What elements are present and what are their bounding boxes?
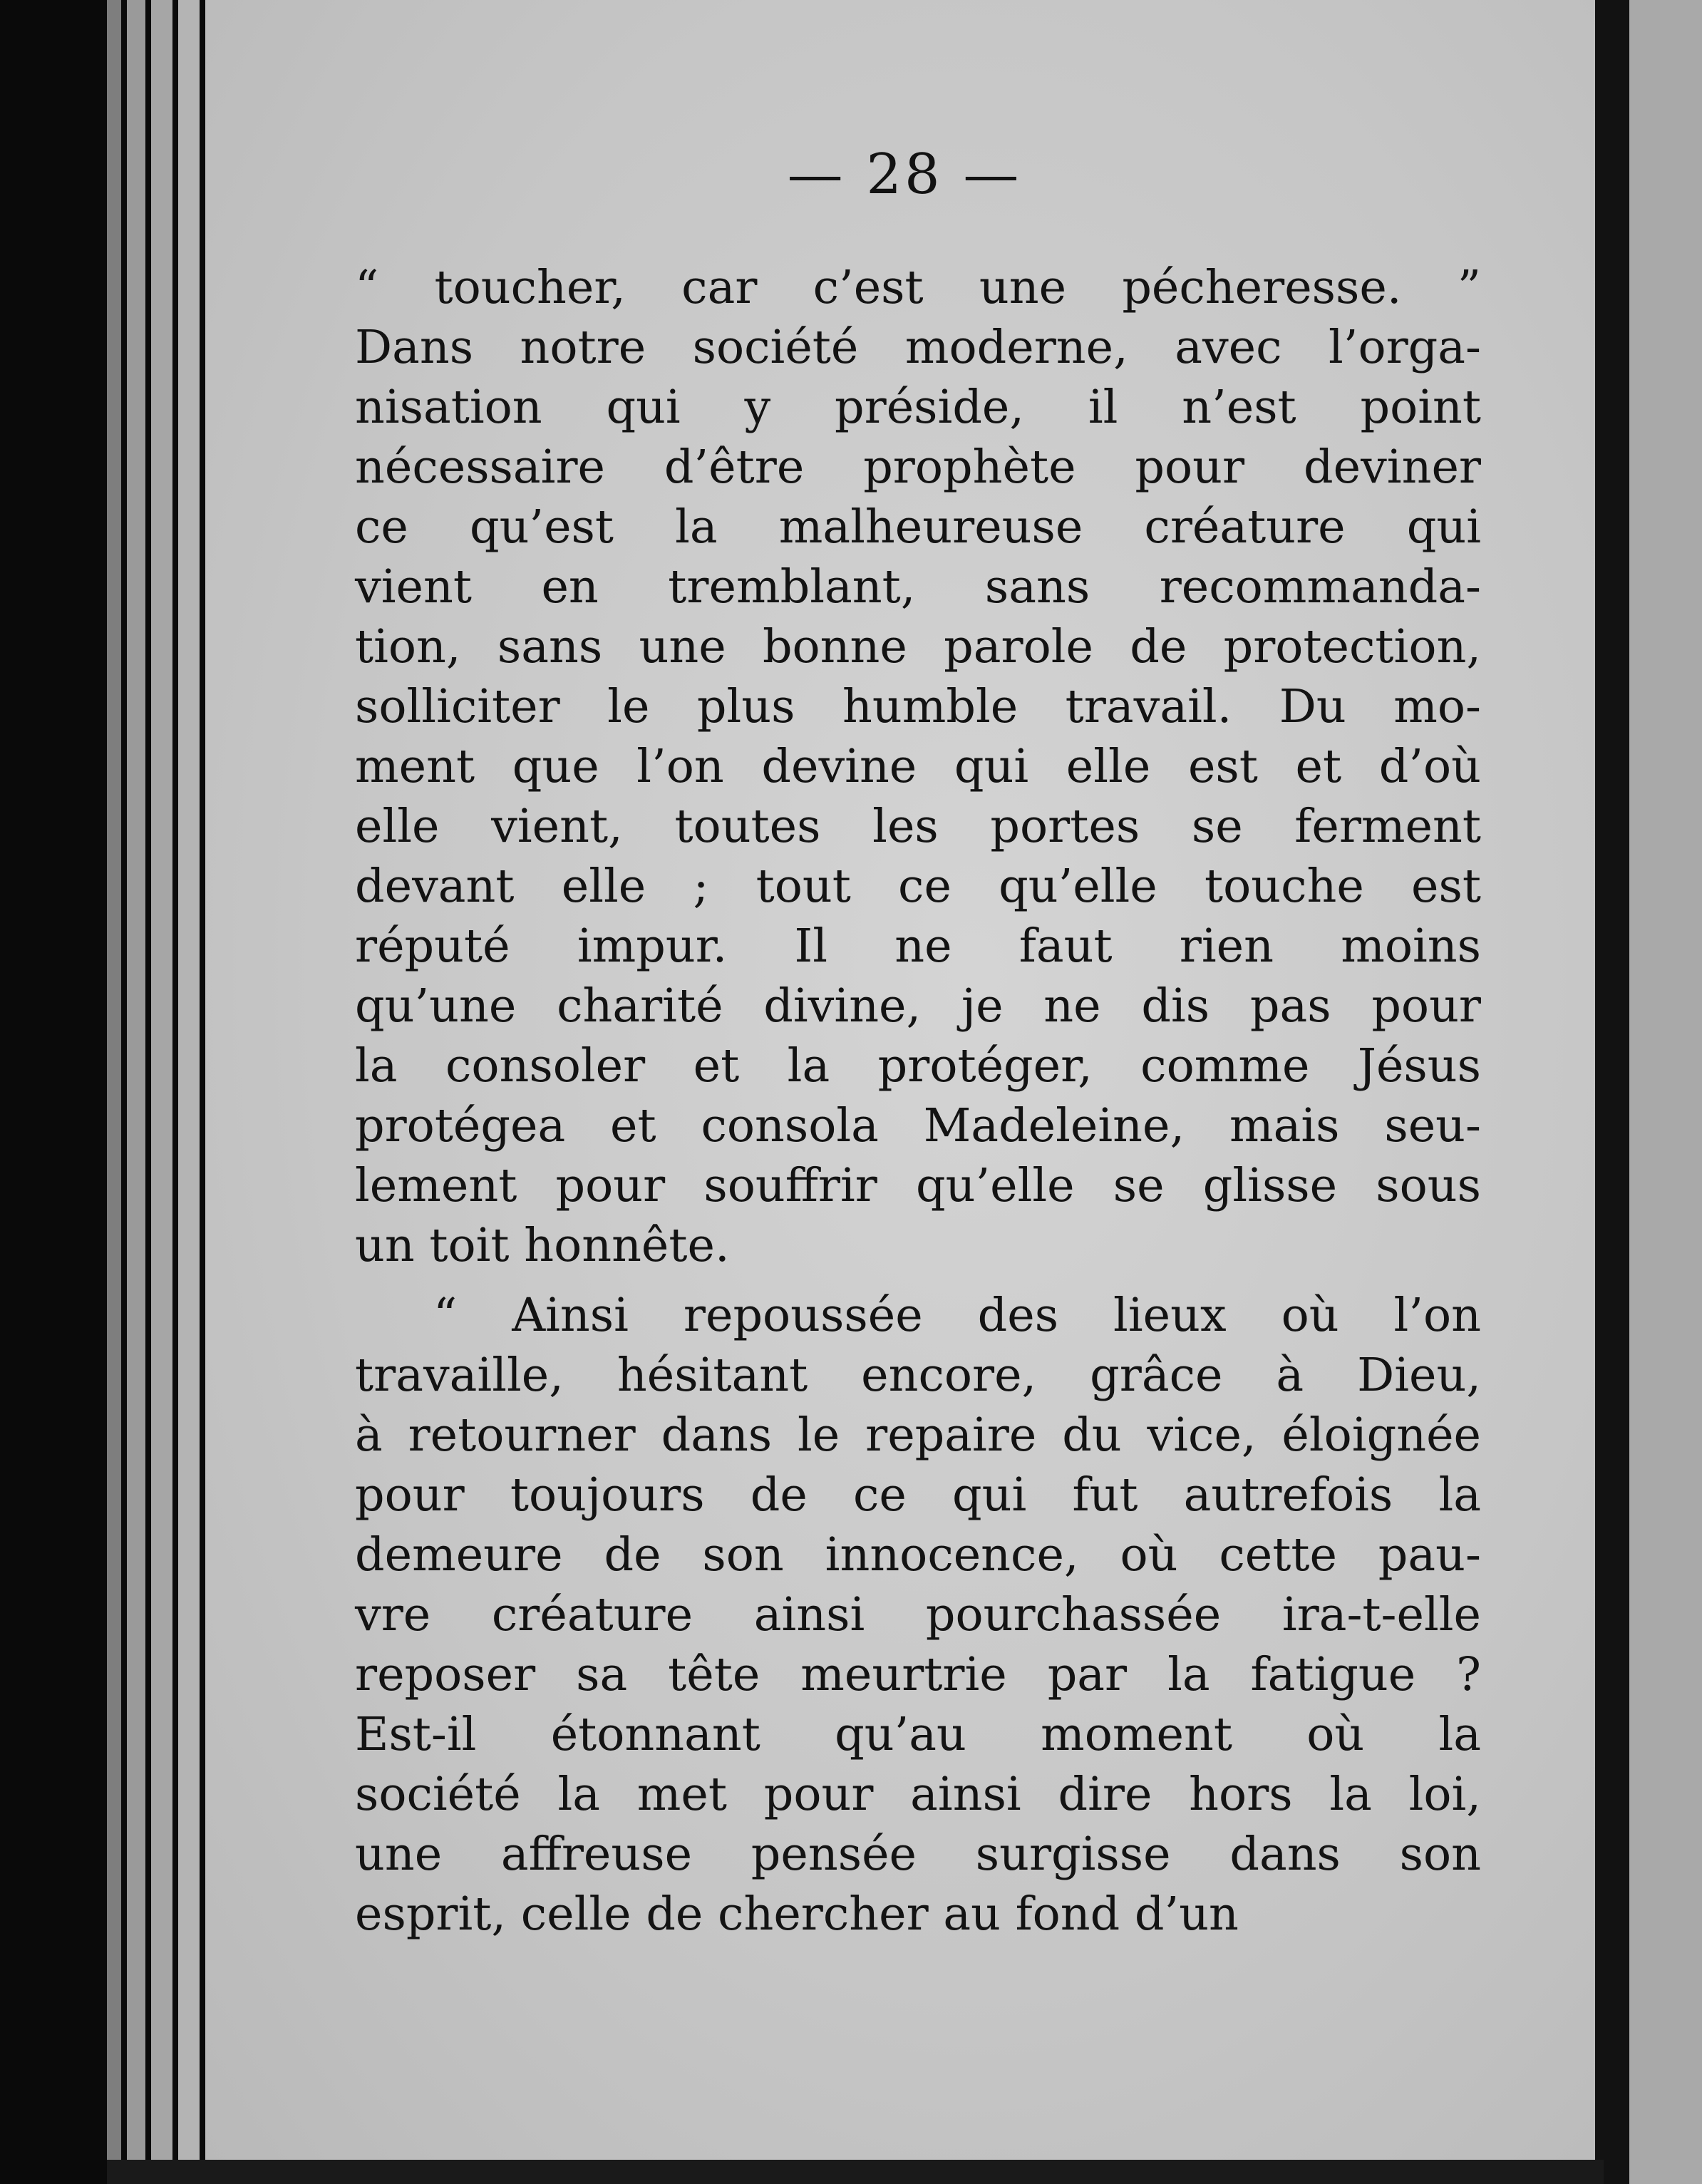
paragraph-gap bbox=[355, 1276, 1481, 1286]
page-edge bbox=[107, 0, 121, 2184]
text-line: “ Ainsi repoussée des lieux où l’on bbox=[433, 1289, 1481, 1342]
text-line: société la met pour ainsi dire hors la loi, bbox=[355, 1768, 1481, 1821]
text-line: ment que l’on devine qui elle est et d’où bbox=[355, 740, 1481, 793]
text-line: elle vient, toutes les portes se ferment bbox=[355, 800, 1481, 853]
paragraph bbox=[355, 1286, 1481, 1945]
text-line: nisation qui y préside, il n’est point bbox=[355, 381, 1481, 434]
text-line: devant elle ; tout ce qu’elle touche est bbox=[355, 860, 1481, 913]
text-line: qu’une charité divine, je ne dis pas pour bbox=[355, 979, 1481, 1033]
body-text bbox=[355, 258, 1481, 1945]
text-line: vient en tremblant, sans recommanda- bbox=[355, 560, 1481, 614]
page-edge bbox=[127, 0, 145, 2184]
text-line: lement pour souffrir qu’elle se glisse sous bbox=[355, 1159, 1481, 1212]
text-line: travaille, hésitant encore, grâce à Dieu, bbox=[355, 1349, 1481, 1402]
text-line: un toit honnête. bbox=[355, 1219, 730, 1272]
text-line: “ toucher, car c’est une pécheresse. ” bbox=[355, 261, 1481, 314]
text-line: tion, sans une bonne parole de protection, bbox=[355, 620, 1481, 674]
text-line: solliciter le plus humble travail. Du mo- bbox=[355, 680, 1481, 733]
text-line: demeure de son innocence, où cette pau- bbox=[355, 1528, 1481, 1582]
text-line: une affreuse pensée surgisse dans son bbox=[355, 1828, 1481, 1881]
text-line: ce qu’est la malheureuse créature qui bbox=[355, 500, 1481, 554]
text-line: Dans notre société moderne, avec l’orga- bbox=[355, 321, 1481, 374]
book-gutter bbox=[1595, 0, 1629, 2184]
text-line: vre créature ainsi pourchassée ira-t-elle bbox=[355, 1588, 1481, 1642]
paragraph bbox=[355, 258, 1481, 1276]
text-line: reposer sa tête meurtrie par la fatigue ? bbox=[355, 1648, 1481, 1701]
text-line: pour toujours de ce qui fut autrefois la bbox=[355, 1468, 1481, 1522]
facing-page-edge bbox=[1629, 0, 1702, 2184]
text-line: à retourner dans le repaire du vice, éloignée bbox=[355, 1408, 1481, 1462]
page-bottom-shadow bbox=[107, 2160, 1604, 2184]
text-line: la consoler et la protéger, comme Jésus bbox=[355, 1039, 1481, 1093]
text-line: nécessaire d’être prophète pour deviner bbox=[355, 441, 1481, 494]
page-edge bbox=[178, 0, 200, 2184]
text-line: réputé impur. Il ne faut rien moins bbox=[355, 920, 1481, 973]
text-line: protégea et consola Madeleine, mais seu- bbox=[355, 1099, 1481, 1153]
text-line: Est-il étonnant qu’au moment où la bbox=[355, 1708, 1481, 1761]
text-line: esprit, celle de chercher au fond d’un bbox=[355, 1887, 1239, 1941]
page-edge bbox=[151, 0, 172, 2184]
page-number: — 28 — bbox=[787, 143, 1022, 207]
